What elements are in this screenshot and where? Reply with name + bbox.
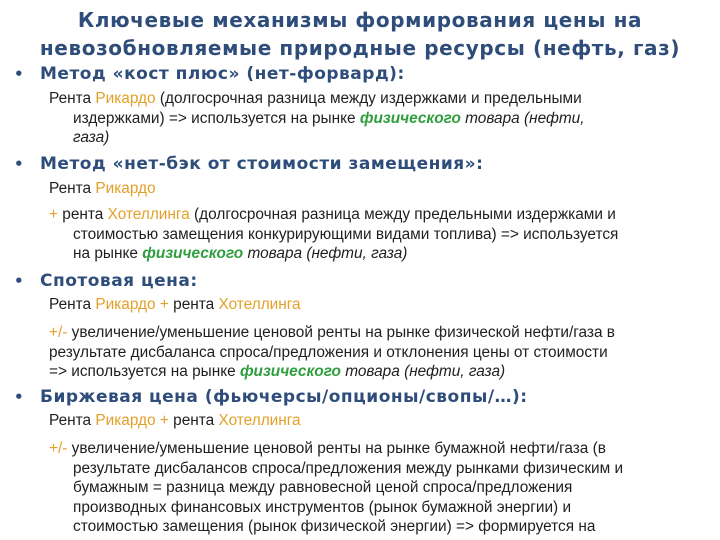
text-run: Рента bbox=[49, 180, 96, 197]
text-line bbox=[49, 109, 714, 129]
text-line: результате дисбалансов спроса/предложения между рынками физическим и bbox=[73, 459, 624, 477]
section-heading-netback bbox=[14, 153, 710, 175]
highlight-hotelling: Хотеллинга bbox=[107, 206, 190, 223]
text-line bbox=[49, 179, 714, 199]
text-line bbox=[49, 295, 714, 315]
bullet-icon: • bbox=[14, 65, 25, 83]
text-run: Рента bbox=[49, 90, 96, 107]
text-run: издержками) => используется на рынке bbox=[73, 109, 360, 127]
paragraph-netback-1 bbox=[49, 179, 714, 199]
text-run-italic: товара (нефти, газа) bbox=[340, 363, 506, 380]
text-run: увеличение/уменьшение ценовой ренты на рынке бумажной нефти/газа (в bbox=[67, 440, 606, 457]
bullet-icon: • bbox=[14, 272, 25, 290]
paragraph-spot-2 bbox=[49, 323, 714, 382]
text-run: рента bbox=[168, 296, 219, 313]
text-line bbox=[49, 205, 714, 225]
text-line: производных финансовых инструментов (рынок бумажной энергии) и bbox=[73, 498, 572, 516]
slide-title bbox=[10, 6, 710, 62]
text-line bbox=[49, 244, 714, 264]
heading-text: Метод «нет-бэк от стоимости замещения»: bbox=[40, 154, 484, 174]
paragraph-exchange-2 bbox=[49, 439, 714, 537]
text-line: стоимостью замещения конкурирующими видами топлива) => используется bbox=[73, 225, 619, 243]
bullet-icon: • bbox=[14, 155, 25, 173]
paragraph-spot-1 bbox=[49, 295, 714, 315]
title-line-2: невозобновляемые природные ресурсы (нефть, газ) bbox=[39, 36, 681, 60]
paragraph-cost-plus bbox=[49, 89, 714, 148]
text-run: Рента bbox=[49, 296, 96, 313]
text-run: увеличение/уменьшение ценовой ренты на рынке физической нефти/газа в bbox=[67, 324, 615, 341]
highlight-physical: физического bbox=[359, 109, 461, 127]
section-heading-exchange-price bbox=[14, 386, 710, 408]
heading-text: Спотовая цена: bbox=[40, 271, 198, 291]
paragraph-netback-2 bbox=[49, 205, 714, 264]
highlight-physical: физического bbox=[239, 363, 341, 380]
text-line: результате дисбаланса спроса/предложения и отклонения цены от стоимости bbox=[49, 343, 608, 361]
text-line: стоимостью замещения (рынок физической энергии) => формируется на bbox=[73, 518, 596, 535]
text-line: газа) bbox=[73, 129, 110, 146]
highlight-ricardo: Рикардо bbox=[95, 180, 156, 197]
highlight-ricardo: Рикардо bbox=[95, 90, 156, 107]
text-run: (долгосрочная разница между издержками и предельными bbox=[155, 90, 582, 107]
text-line bbox=[49, 362, 714, 382]
text-line bbox=[49, 89, 714, 109]
text-run-italic: товара (нефти, bbox=[460, 109, 585, 127]
section-heading-spot-price bbox=[14, 270, 710, 292]
highlight-plus-minus: +/- bbox=[49, 440, 68, 457]
text-run: (долгосрочная разница между предельными издержками и bbox=[189, 206, 616, 223]
heading-text: Биржевая цена (фьючерсы/опционы/свопы/…): bbox=[40, 387, 528, 407]
text-line bbox=[49, 323, 714, 343]
text-run: => используется на рынке bbox=[49, 363, 240, 380]
heading-text: Метод «кост плюс» (нет-форвард): bbox=[40, 64, 405, 84]
highlight-hotelling: Хотеллинга bbox=[218, 296, 301, 313]
title-line-1: Ключевые механизмы формирования цены на bbox=[77, 8, 643, 32]
text-line bbox=[49, 411, 714, 431]
text-line bbox=[49, 439, 714, 459]
highlight-hotelling: Хотеллинга bbox=[218, 412, 301, 429]
section-heading-cost-plus bbox=[14, 63, 710, 85]
highlight-plus: + bbox=[49, 206, 58, 223]
text-run: на рынке bbox=[73, 245, 143, 262]
text-run-italic: товара (нефти, газа) bbox=[243, 245, 408, 262]
text-run: Рента bbox=[49, 412, 96, 429]
highlight-ricardo: Рикардо + bbox=[95, 296, 169, 313]
highlight-ricardo: Рикардо + bbox=[95, 412, 169, 429]
text-line: бумажным = разница между равновесной ценой спроса/предложения bbox=[73, 479, 573, 496]
bullet-icon: • bbox=[14, 388, 25, 406]
text-run: рента bbox=[168, 412, 219, 429]
highlight-physical: физического bbox=[142, 245, 244, 262]
paragraph-exchange-1 bbox=[49, 411, 714, 431]
highlight-plus-minus: +/- bbox=[49, 324, 68, 341]
text-run: рента bbox=[58, 206, 108, 223]
